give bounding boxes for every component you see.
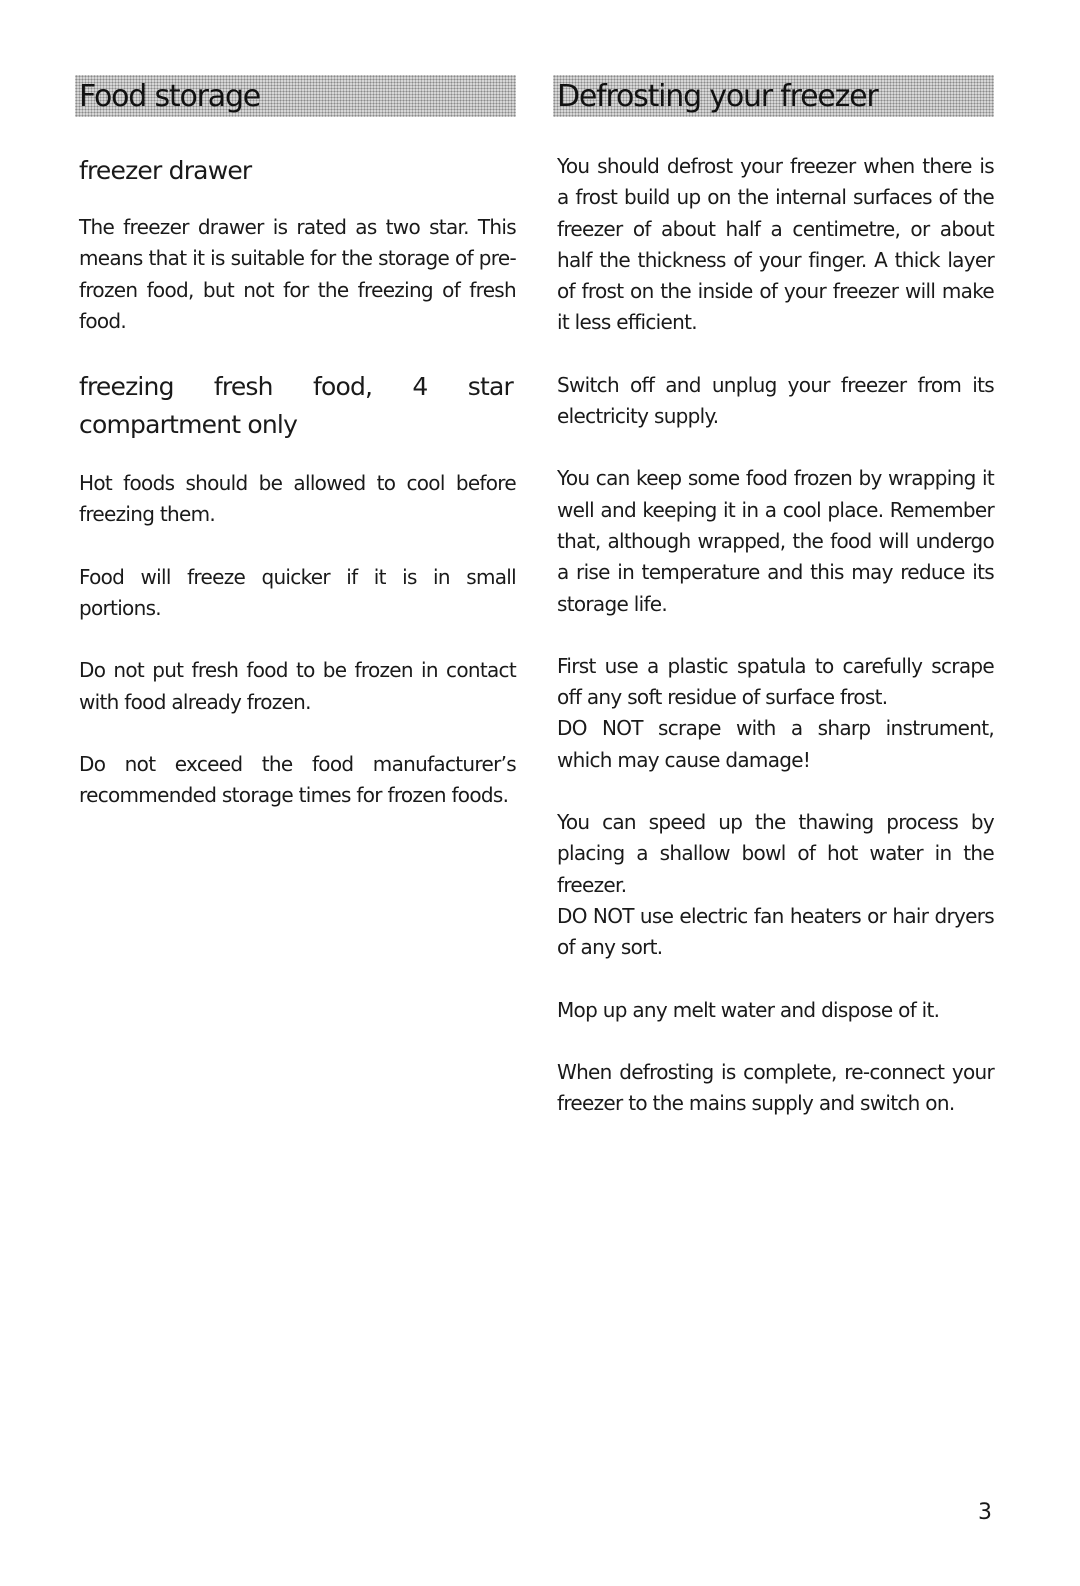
subheading: freezer drawer bbox=[79, 156, 252, 185]
page-number: 3 bbox=[978, 1500, 992, 1525]
paragraph: You can keep some food frozen by wrapping it well and keeping it in a cool place. Remember that, although wrapped, the food will undergo a rise in temperature and this may reduce its storage life. bbox=[557, 466, 994, 616]
section-title: Food storage bbox=[75, 75, 516, 117]
paragraph: First use a plastic spatula to carefully scrape off any soft residue of surface frost. bbox=[557, 653, 994, 710]
paragraph: Switch off and unplug your freezer from its electricity supply. bbox=[557, 372, 994, 429]
defrosting-column bbox=[553, 75, 994, 1150]
paragraph: You should defrost your freezer when there is a frost build up on the internal surfaces of the freezer of about half a centimetre, or about half the thickness of your finger. A thick layer of frost on the inside of your freezer will make it less efficient. bbox=[557, 154, 994, 335]
paragraph: Hot foods should be allowed to cool before freezing them. bbox=[79, 471, 516, 527]
paragraph: Mop up any melt water and dispose of it. bbox=[557, 997, 940, 1022]
paragraph: Do not exceed the food manufacturer’s recommended storage times for frozen foods. bbox=[79, 751, 516, 808]
section-title: Defrosting your freezer bbox=[553, 75, 994, 117]
food-storage-column bbox=[75, 75, 516, 843]
subheading: freezing fresh food, 4 star compartment only bbox=[79, 372, 513, 440]
paragraph: The freezer drawer is rated as two star. This means that it is suitable for the storage of pre-frozen food, but not for the freezing of fresh food. bbox=[79, 215, 516, 333]
paragraph: You can speed up the thawing process by placing a shallow bowl of hot water in the freezer. bbox=[557, 810, 994, 897]
warning-paragraph: DO NOT use electric fan heaters or hair dryers of any sort. bbox=[557, 903, 994, 960]
paragraph: Do not put fresh food to be frozen in contact with food already frozen. bbox=[79, 658, 516, 714]
paragraph: When defrosting is complete, re-connect your freezer to the mains supply and switch on. bbox=[557, 1059, 994, 1116]
warning-paragraph: DO NOT scrape with a sharp instrument, which may cause damage! bbox=[557, 716, 994, 772]
paragraph: Food will freeze quicker if it is in small portions. bbox=[79, 564, 516, 621]
